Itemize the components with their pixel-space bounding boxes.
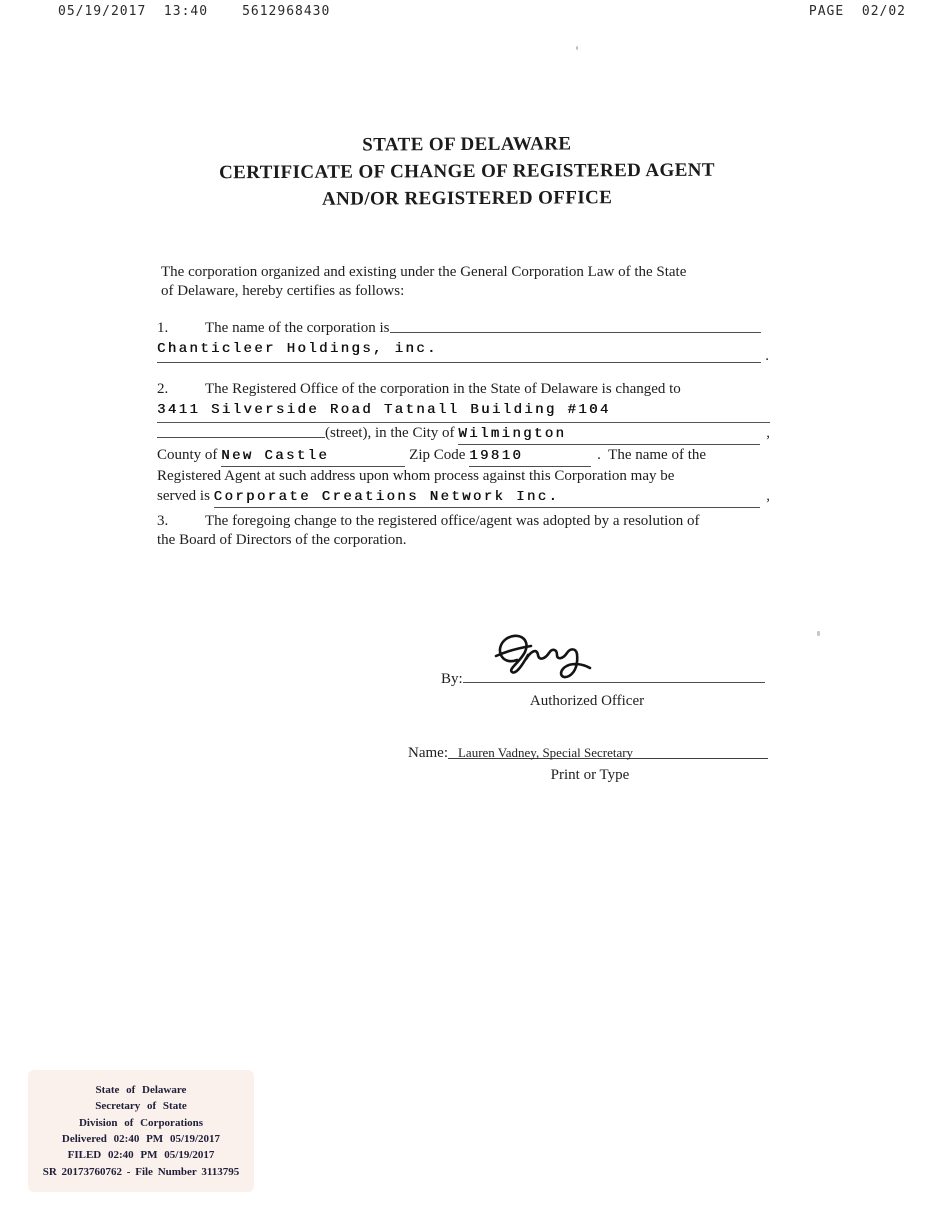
- after-zip-text: . The name of the: [597, 447, 707, 463]
- agent-name-value: Corporate Creations Network Inc.: [213, 489, 560, 505]
- scan-artifact-dot: [576, 46, 578, 50]
- name-value: Lauren Vadney, Special Secretary: [457, 745, 634, 760]
- county-label: County of: [157, 447, 222, 463]
- city-value: Wilmington: [458, 426, 567, 442]
- intro-line-2: of Delaware, hereby certifies as follows:: [161, 283, 405, 299]
- item-1-label-row: [157, 319, 761, 338]
- agent-name-underline: [214, 487, 760, 508]
- fax-page-label: PAGE 02/02: [808, 4, 906, 19]
- street-address-value: 3411 Silverside Road Tatnall Building #104: [157, 402, 611, 418]
- state-filing-stamp: [28, 1070, 254, 1192]
- item-3-line-2: the Board of Directors of the corporation.: [157, 532, 407, 548]
- zip-underline: [469, 446, 591, 467]
- stamp-line-5: FILED 02:40 PM 05/19/2017: [67, 1149, 215, 1162]
- county-underline: [221, 446, 405, 467]
- scan-artifact-mark: [817, 631, 820, 636]
- item-3-row-1: [157, 512, 775, 531]
- corporation-name-value: Chanticleer Holdings, inc.: [157, 341, 438, 357]
- print-or-type-label: Print or Type: [550, 767, 630, 783]
- item-1-corporation-name: [157, 319, 769, 364]
- served-is-row: [157, 487, 770, 508]
- served-is-label: served is: [157, 488, 214, 504]
- item-3-resolution: [157, 512, 775, 550]
- item-2-registered-office: [157, 379, 770, 508]
- fax-number: 5612968430: [242, 4, 331, 19]
- item-2-number: 2.: [157, 381, 169, 397]
- item-1-label: The name of the corporation is: [205, 320, 390, 336]
- city-row: [157, 424, 770, 445]
- county-zip-row: [157, 446, 770, 467]
- stamp-line-3: Division of Corporations: [78, 1116, 204, 1129]
- title-line-1: STATE OF DELAWARE: [362, 133, 572, 156]
- stamp-line-1: State of Delaware: [95, 1084, 187, 1097]
- item-1-number: 1.: [157, 320, 169, 336]
- item-3-number: 3.: [157, 513, 169, 529]
- city-trailing-comma: ,: [766, 425, 770, 441]
- signature-line: [463, 670, 765, 683]
- intro-line-1: The corporation organized and existing under the General Corporation Law of the State: [161, 264, 687, 280]
- item-2-intro-row: [157, 380, 770, 399]
- agent-trailing-comma: ,: [766, 488, 770, 504]
- street-address-row: [157, 400, 770, 423]
- city-underline: [458, 424, 760, 445]
- zip-value: 19810: [469, 448, 524, 464]
- by-label: By:: [441, 671, 463, 687]
- item-3-line-1: The foregoing change to the registered office/agent was adopted by a resolution of: [205, 513, 700, 529]
- name-row: [408, 743, 768, 763]
- document-title: [0, 129, 934, 215]
- zip-label: Zip Code: [409, 447, 470, 463]
- stamp-line-4: Delivered 02:40 PM 05/19/2017: [61, 1133, 221, 1145]
- agent-sentence-line: Registered Agent at such address upon whom process against this Corporation may be: [157, 468, 675, 484]
- title-line-2: CERTIFICATE OF CHANGE OF REGISTERED AGENT: [218, 159, 716, 184]
- name-underline: [448, 743, 768, 759]
- trailing-period: .: [765, 348, 769, 364]
- stamp-line-2: Secretary of State: [95, 1100, 187, 1113]
- title-line-3: AND/OR REGISTERED OFFICE: [321, 187, 613, 210]
- street-blank-line: [157, 425, 325, 438]
- corporation-name-blank-line: [390, 320, 761, 333]
- by-signature-row: [441, 670, 765, 689]
- name-label: Name:: [408, 745, 448, 761]
- fax-header-left: [58, 4, 330, 19]
- city-label: (street), in the City of: [325, 425, 459, 441]
- item-2-intro: The Registered Office of the corporation in the State of Delaware is changed to: [205, 381, 681, 397]
- county-value: New Castle: [221, 448, 330, 464]
- fax-date-time: 05/19/2017 13:40: [58, 4, 209, 19]
- stamp-line-6: SR 20173760762 - File Number 3113795: [42, 1165, 240, 1178]
- intro-paragraph: [161, 263, 771, 301]
- corporation-name-value-row: [157, 339, 769, 364]
- authorized-officer-label: Authorized Officer: [529, 693, 645, 709]
- fax-header: [0, 4, 934, 24]
